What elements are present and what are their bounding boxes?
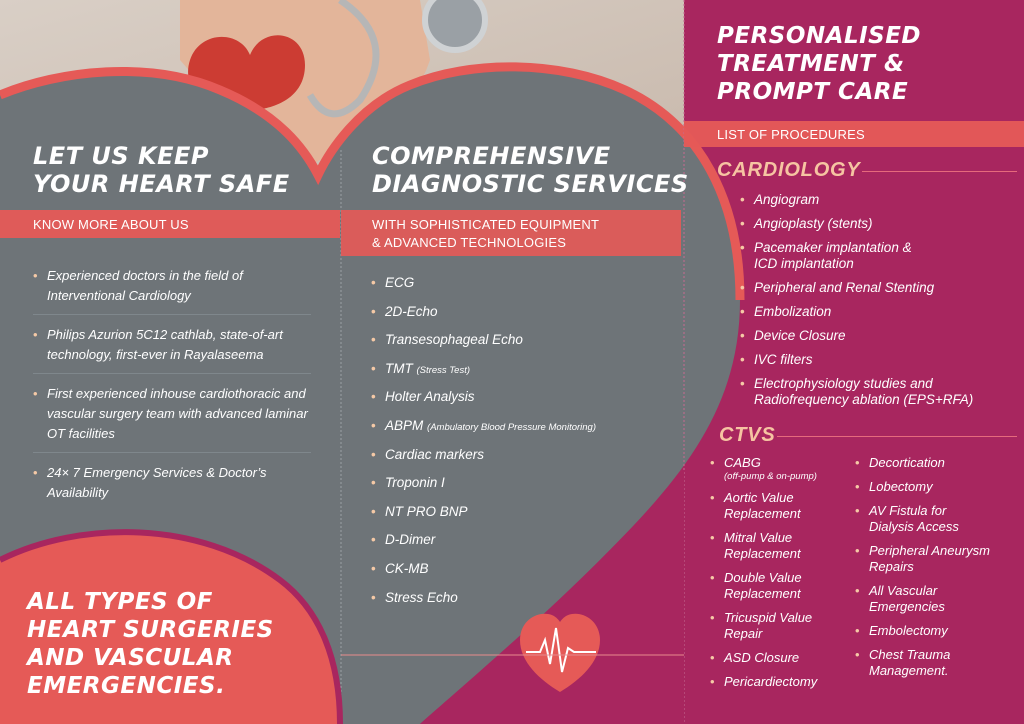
list-item: • IVC filters [740,352,1010,368]
list-item: • TMT (Stress Test) [371,359,671,388]
right-heading-line3: PROMPT CARE [717,79,909,105]
left-heading-line1: LET US KEEP [33,142,210,170]
list-item: • NT PRO BNP [371,502,671,531]
left-heading [33,142,290,198]
cardiology-list [740,192,1010,416]
surgeries-heading-line4: EMERGENCIES. [27,673,226,699]
list-item: • Experienced doctors in the field of Interventional Cardiology [33,266,311,315]
list-item: • Angiogram [740,192,1010,208]
list-item: • Tricuspid Value Repair [710,610,845,642]
list-item: • Angioplasty (stents) [740,216,1010,232]
cardiology-title: CARDIOLOGY [717,159,861,181]
list-item: • Electrophysiology studies and Radiofrequency ablation (EPS+RFA) [740,376,994,408]
ctvs-list-left [710,455,845,698]
list-item: • Pericardiectomy [710,674,845,690]
list-item: • Stress Echo [371,588,671,617]
list-item: • 24× 7 Emergency Services & Doctor’s Availability [33,463,311,511]
list-item: • ECG [371,273,671,302]
list-item: • Cardiac markers [371,445,671,474]
list-item: • Device Closure [740,328,1010,344]
list-item: • Peripheral Aneurysm Repairs [855,543,1015,575]
list-item: • Decortication [855,455,1015,471]
list-item: • First experienced inhouse cardiothoracic and vascular surgery team with advanced laminar OT facilities [33,384,311,453]
list-item: • Embolectomy [855,623,1015,639]
list-item: • All Vascular Emergencies [855,583,979,615]
stethoscope-chest-piece-icon [425,0,485,50]
middle-heading [372,142,689,198]
list-item: • 2D-Echo [371,302,671,331]
list-item: • Pacemaker implantation & ICD implantation [740,240,924,272]
list-item: • Troponin I [371,473,671,502]
list-item: • Lobectomy [855,479,1015,495]
surgeries-heading-line3: AND VASCULAR [27,645,234,671]
ctvs-rule [777,436,1017,437]
middle-ribbon-line1: WITH SOPHISTICATED EQUIPMENT [372,217,600,232]
middle-ribbon-line2: & ADVANCED TECHNOLOGIES [372,235,567,250]
right-heading-line2: TREATMENT & [717,51,905,77]
ctvs-title: CTVS [719,424,776,446]
list-item: • Mitral Value Replacement [710,530,845,562]
middle-heading-line2: DIAGNOSTIC SERVICES [372,170,689,198]
left-ribbon-label: KNOW MORE ABOUT US [33,217,189,232]
surgeries-heading-line2: HEART SURGERIES [27,617,274,643]
middle-ribbon-label [372,216,599,252]
left-heading-line2: YOUR HEART SAFE [33,170,290,198]
list-item: • Holter Analysis [371,387,671,416]
list-item: • Chest Trauma Management. [855,647,979,679]
surgeries-heading-line1: ALL TYPES OF [27,589,213,615]
right-heading-line1: PERSONALISED [717,23,922,49]
list-item: • Peripheral and Renal Stenting [740,280,1010,296]
list-item: • ASD Closure [710,650,845,666]
list-item: • Embolization [740,304,1010,320]
surgeries-heading [27,588,274,700]
list-item: • CABG (off-pump & on-pump) [710,455,845,482]
diagnostic-services-list [371,273,671,616]
ctvs-list-right [855,455,1015,687]
list-item: • Double Value Replacement [710,570,845,602]
list-item: • AV Fistula for Dialysis Access [855,503,989,535]
cardiology-rule [862,171,1017,172]
right-ribbon-label: LIST OF PROCEDURES [717,127,865,142]
right-heading [717,22,921,106]
list-item: • D-Dimer [371,530,671,559]
list-item: • CK-MB [371,559,671,588]
list-item: • Aortic Value Replacement [710,490,845,522]
list-item: • Philips Azurion 5C12 cathlab, state-of-art technology, first-ever in Rayalaseema [33,325,311,374]
about-list [33,266,311,521]
list-item: • ABPM (Ambulatory Blood Pressure Monitoring) [371,416,671,445]
list-item: • Transesophageal Echo [371,330,671,359]
middle-heading-line1: COMPREHENSIVE [372,142,611,170]
